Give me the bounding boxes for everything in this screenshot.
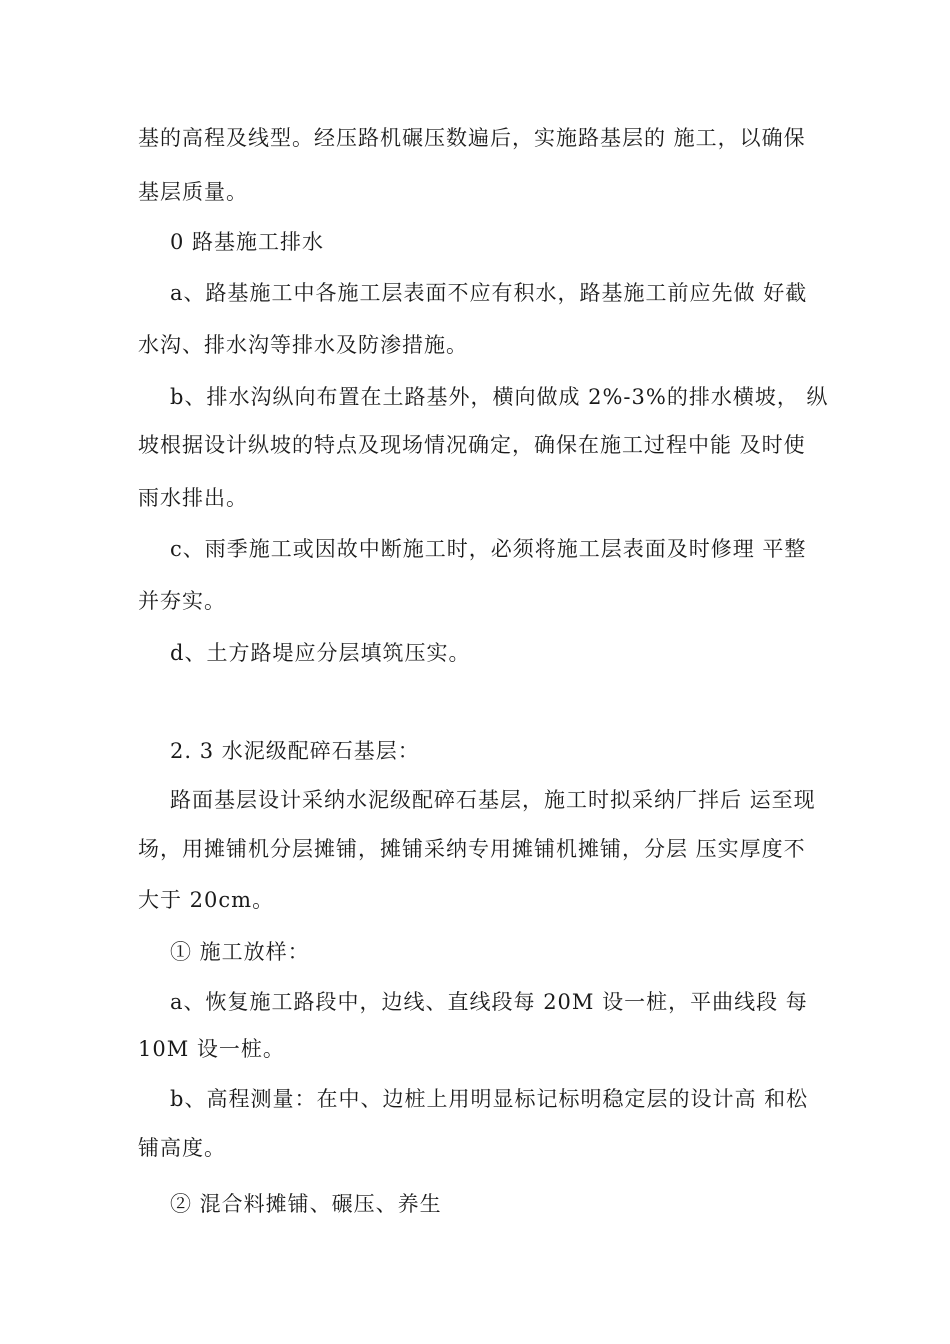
- paragraph-line: 并夯实。: [138, 589, 226, 613]
- paragraph-line: 雨水排出。: [138, 486, 248, 510]
- section-heading: 2. 3 水泥级配碎石基层：: [170, 739, 420, 763]
- paragraph-line: 水沟、排水沟等排水及防渗措施。: [138, 333, 468, 357]
- paragraph-line: b、排水沟纵向布置在土路基外，横向做成 2%-3%的排水横坡， 纵: [170, 385, 829, 409]
- paragraph-line: 10M 设一桩。: [138, 1037, 285, 1061]
- paragraph-line: 铺高度。: [138, 1136, 226, 1160]
- paragraph-line: b、高程测量：在中、边桩上用明显标记标明稳定层的设计高 和松: [170, 1087, 809, 1111]
- paragraph-line: 基的高程及线型。经压路机碾压数遍后，实施路基层的 施工，以确保: [138, 126, 806, 150]
- paragraph-line: 场，用摊铺机分层摊铺，摊铺采纳专用摊铺机摊铺，分层 压实厚度不: [138, 837, 806, 861]
- paragraph-line: d、土方路堤应分层填筑压实。: [170, 641, 471, 665]
- paragraph-line: a、恢复施工路段中，边线、直线段每 20M 设一桩，平曲线段 每: [170, 990, 808, 1014]
- section-heading: 0 路基施工排水: [170, 230, 325, 254]
- paragraph-line: a、路基施工中各施工层表面不应有积水，路基施工前应先做 好截: [170, 281, 808, 305]
- paragraph-line: 基层质量。: [138, 180, 248, 204]
- paragraph-line: 大于 20cm。: [138, 888, 275, 912]
- paragraph-line: c、雨季施工或因故中断施工时，必须将施工层表面及时修理 平整: [170, 537, 807, 561]
- section-heading: ① 施工放样：: [170, 940, 310, 964]
- paragraph-line: 路面基层设计采纳水泥级配碎石基层，施工时拟采纳厂拌后 运至现: [170, 788, 816, 812]
- section-heading: ② 混合料摊铺、碾压、养生: [170, 1192, 442, 1216]
- paragraph-line: 坡根据设计纵坡的特点及现场情况确定，确保在施工过程中能 及时使: [138, 433, 806, 457]
